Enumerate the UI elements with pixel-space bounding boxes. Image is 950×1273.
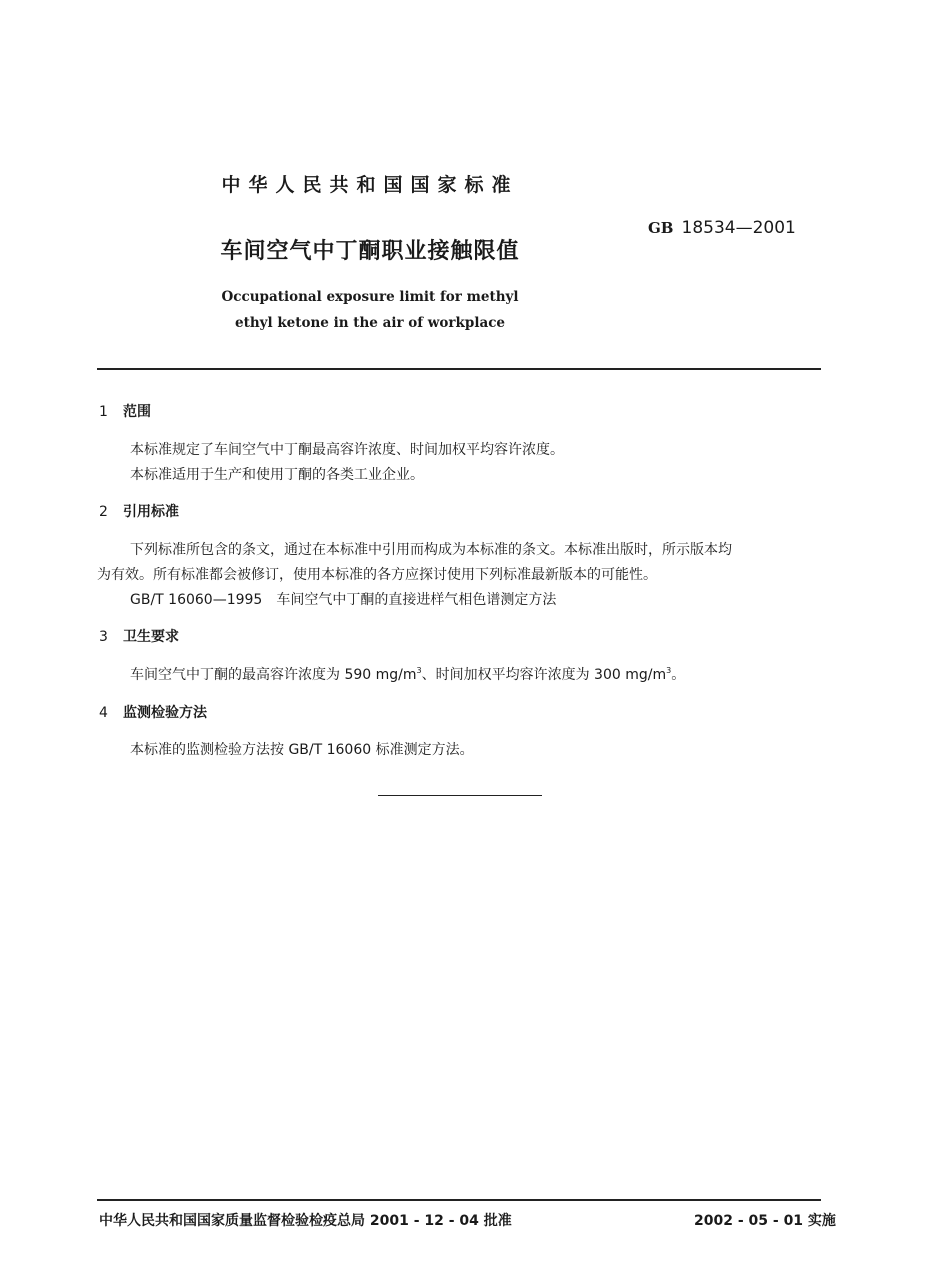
section-4-heading [99,702,207,722]
section-title: 监测检验方法 [123,705,207,721]
section-number: 4 [99,705,108,721]
section-2-paragraph-1: 下列标准所包含的条文，通过在本标准中引用而构成为本标准的条文。本标准出版时，所示版本均 [130,542,732,558]
section-2-heading [99,501,179,521]
footer-divider [97,1199,821,1201]
english-title-line-2: ethyl ketone in the air of workplace [235,315,505,331]
section-1-heading [99,401,151,421]
max-concentration-text: 车间空气中丁酮的最高容许浓度为 590 mg/m [130,667,417,683]
sentence-end: 。 [671,667,686,683]
end-of-text-rule [378,795,542,796]
standard-prefix: GB [648,219,674,237]
section-2-paragraph-2: 为有效。所有标准都会被修订，使用本标准的各方应探讨使用下列标准最新版本的可能性。 [97,567,657,583]
section-title: 引用标准 [123,504,179,520]
section-1-paragraph-2: 本标准适用于生产和使用丁酮的各类工业企业。 [130,467,424,483]
section-title: 范围 [123,404,151,420]
english-title-line-1: Occupational exposure limit for methyl [221,289,519,305]
standard-code: 18534—2001 [681,218,796,238]
national-standard-header: 中华人民共和国国家标准 [221,174,519,196]
document-title-chinese: 车间空气中丁酮职业接触限值 [220,239,520,264]
section-number: 3 [99,629,108,645]
section-3-heading [99,626,179,646]
header-divider [97,368,821,370]
section-1-paragraph-1: 本标准规定了车间空气中丁酮最高容许浓度、时间加权平均容许浓度。 [130,442,564,458]
twa-concentration-text: 、时间加权平均容许浓度为 300 mg/m [421,667,667,683]
section-3-paragraph-1 [130,664,685,684]
approval-line: 中华人民共和国国家质量监督检验检疫总局 2001 - 12 - 04 批准 [99,1213,512,1229]
superscript-3: 3 [666,666,672,675]
section-4-paragraph-1: 本标准的监测检验方法按 GB/T 16060 标准测定方法。 [130,742,474,758]
section-2-referenced-standard: GB/T 16060—1995 车间空气中丁酮的直接进样气相色谱测定方法 [130,592,557,608]
section-number: 1 [99,404,108,420]
section-title: 卫生要求 [123,629,179,645]
implementation-date: 2002 - 05 - 01 实施 [694,1213,836,1229]
superscript-3: 3 [416,666,422,675]
document-title-english [0,284,740,336]
section-number: 2 [99,504,108,520]
